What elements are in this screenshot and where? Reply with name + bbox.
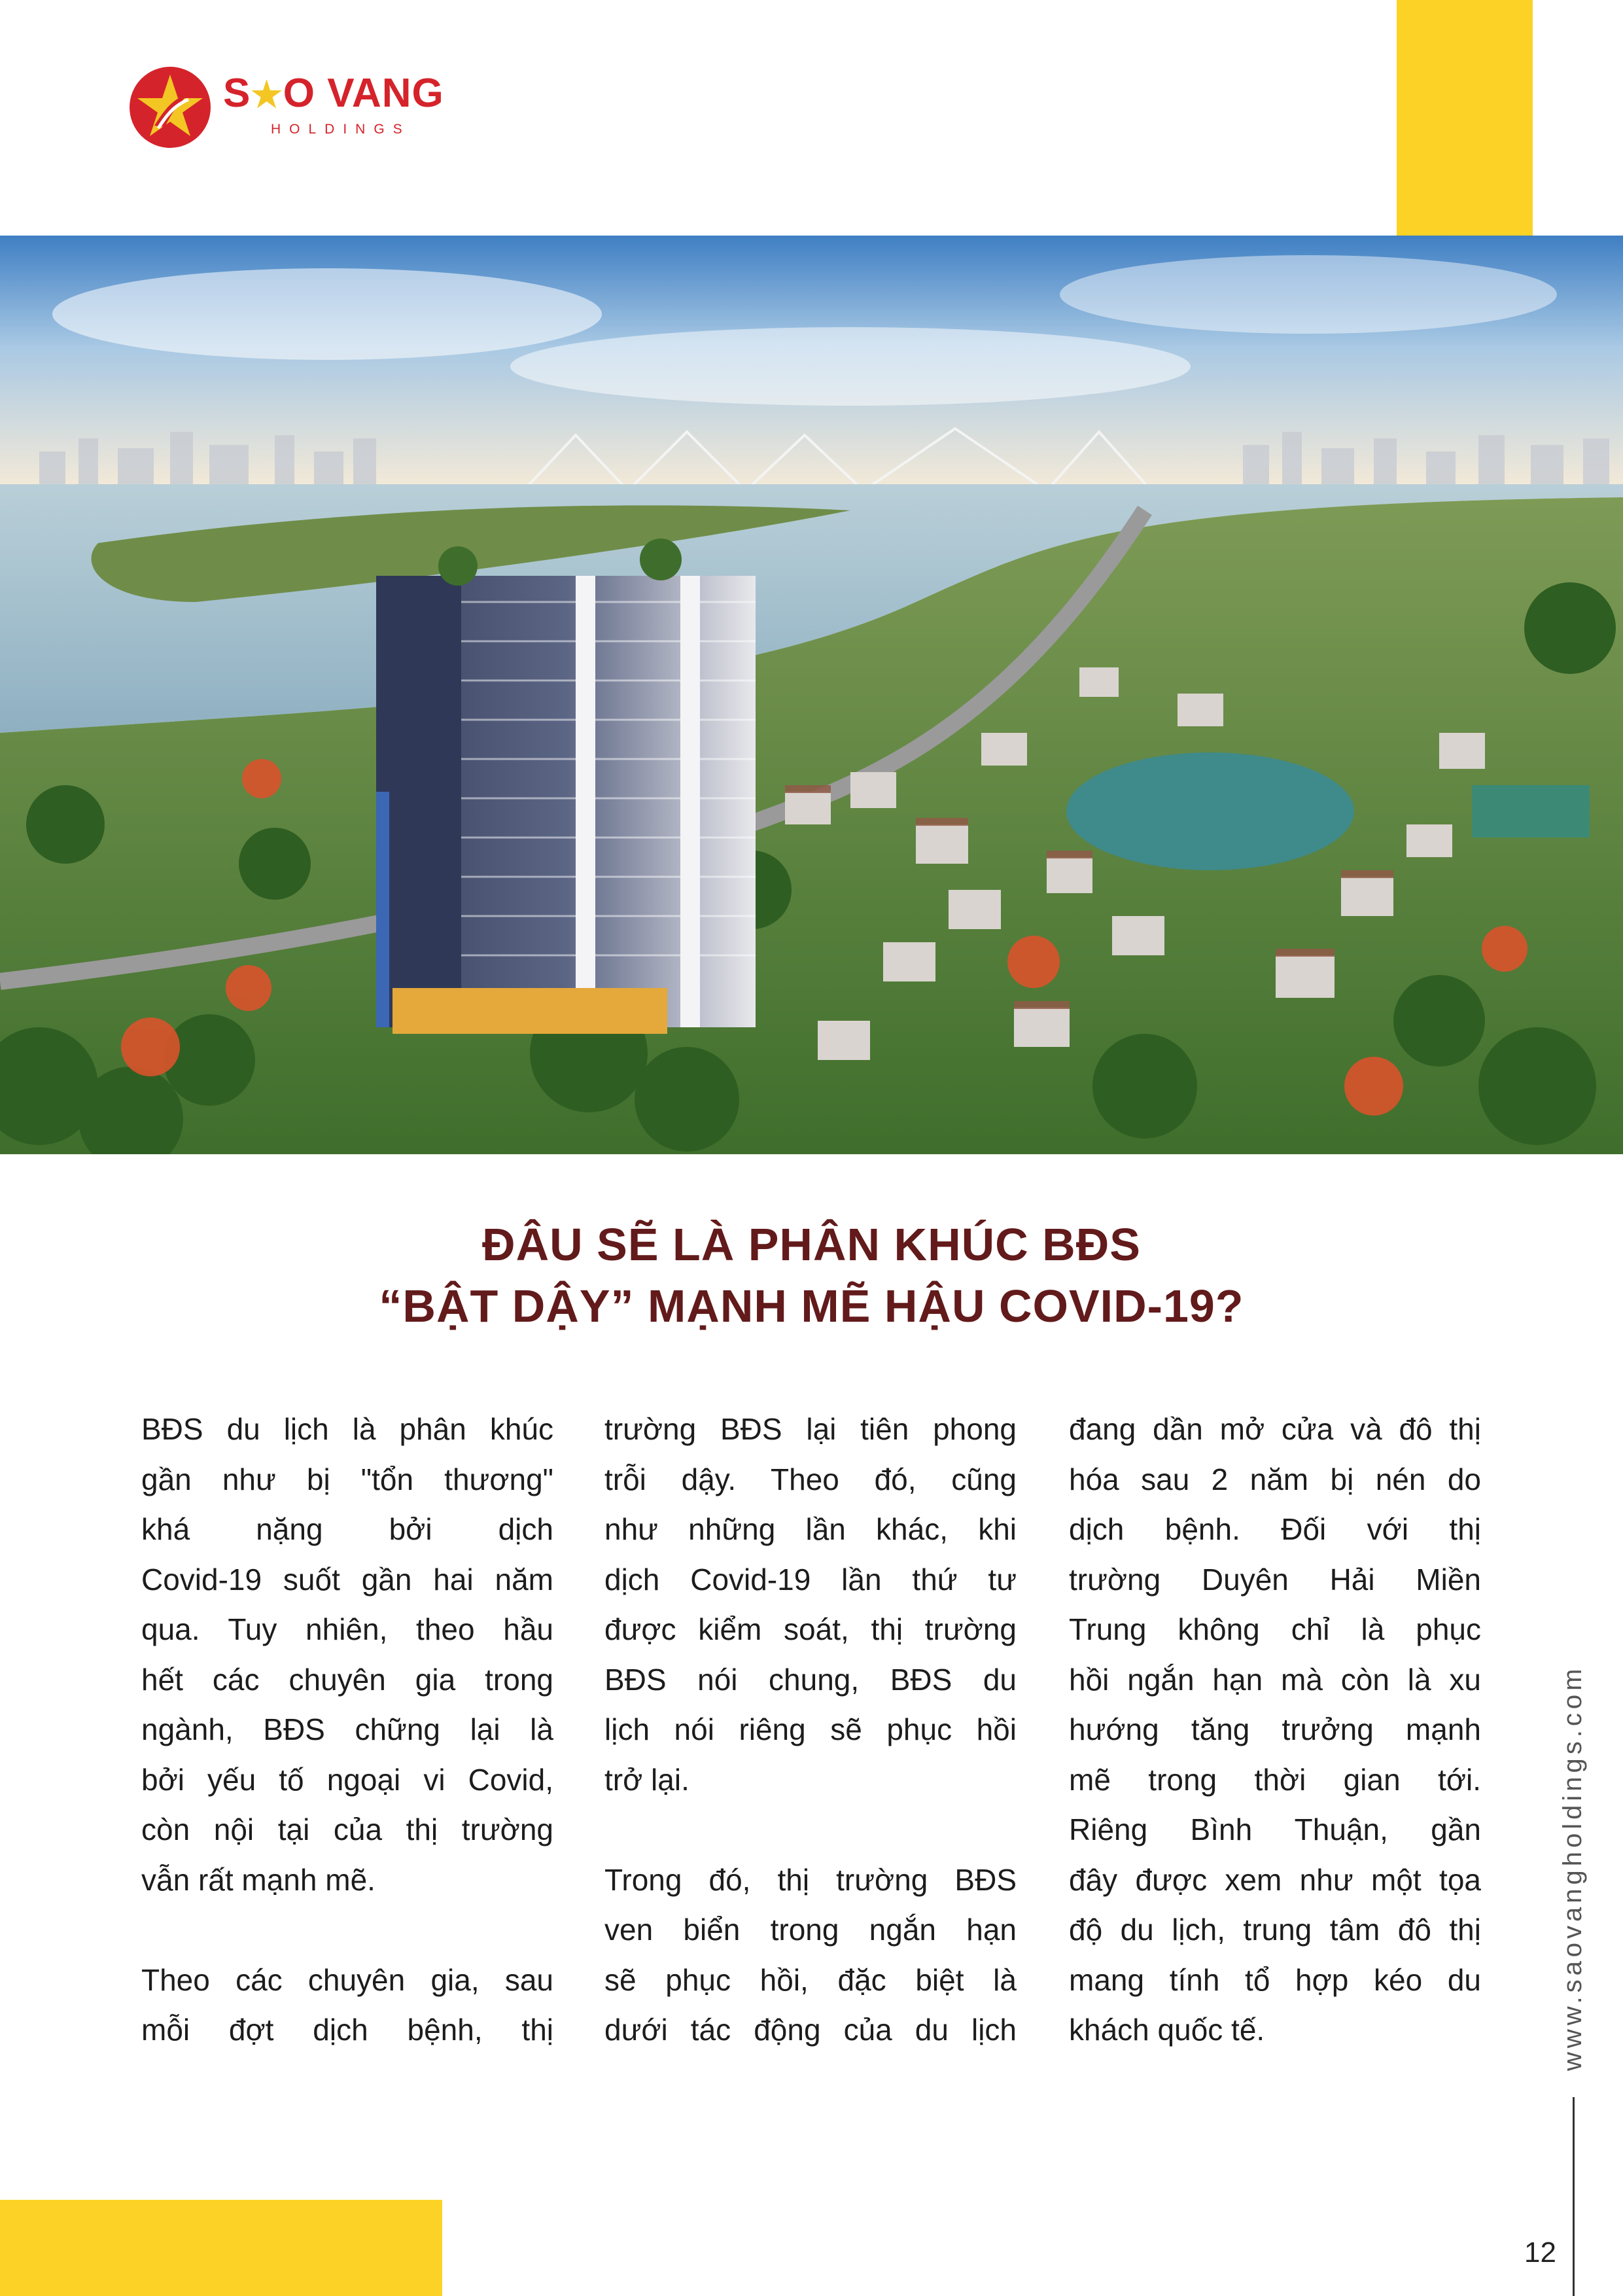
paragraph-gap	[604, 1805, 1017, 1855]
column-line: trở lại.	[604, 1762, 689, 1797]
column-line: sẽ phục hồi, đặc biệt là	[604, 1962, 1017, 1997]
column-line: hóa sau 2 năm bị nén do	[1069, 1462, 1481, 1496]
website-url[interactable]: www.saovangholdings.com	[1558, 1665, 1587, 2071]
column-line: mỗi đợt dịch bệnh, thị	[141, 2013, 553, 2047]
column-line: Trung không chỉ là phục	[1069, 1612, 1481, 1646]
brand-logo[interactable]	[128, 65, 468, 150]
column-line: hết các chuyên gia trong	[141, 1662, 553, 1697]
column-line: trỗi dậy. Theo đó, cũng	[604, 1462, 1017, 1496]
column-line: trường BĐS lại tiên phong	[604, 1412, 1017, 1446]
column-line: vẫn rất mạnh mẽ.	[141, 1862, 375, 1897]
column-line: Theo các chuyên gia, sau	[141, 1962, 553, 1997]
column-line: ngành, BĐS chững lại là	[141, 1712, 553, 1746]
column-line: đây được xem như một tọa	[1069, 1862, 1481, 1897]
column-line: hướng tăng trưởng mạnh	[1069, 1712, 1481, 1746]
paragraph-gap	[141, 1905, 553, 1955]
hero-image	[0, 236, 1623, 1154]
column-line: BĐS nói chung, BĐS du	[604, 1662, 1017, 1697]
column-line: hồi ngắn hạn mà còn là xu	[1069, 1662, 1481, 1697]
column-line: độ du lịch, trung tâm đô thị	[1069, 1913, 1481, 1947]
brand-subtitle: HOLDINGS	[271, 122, 411, 137]
column-line: mẽ trong thời gian tới.	[1069, 1762, 1481, 1797]
star-emblem-icon	[128, 65, 212, 149]
brand-letter: S	[223, 71, 251, 116]
aerial-city-riverside-illustration	[0, 236, 1623, 1154]
text-column-2	[604, 1404, 1017, 2055]
column-line: còn nội tại của thị trường	[141, 1812, 553, 1846]
brand-word: O VANG	[283, 71, 444, 116]
column-line: như những lần khác, khi	[604, 1512, 1017, 1546]
footer-divider	[1573, 2097, 1575, 2296]
column-line: Trong đó, thị trường BĐS	[604, 1862, 1017, 1897]
column-line: Riêng Bình Thuận, gần	[1069, 1812, 1481, 1846]
column-line: dịch bệnh. Đối với thị	[1069, 1512, 1481, 1546]
text-column-3	[1069, 1404, 1481, 2055]
column-line: được kiểm soát, thị trường	[604, 1612, 1017, 1646]
column-line: khách quốc tế.	[1069, 2013, 1265, 2047]
column-line: mang tính tổ hợp kéo du	[1069, 1962, 1481, 1997]
column-line: ven biển trong ngắn hạn	[604, 1913, 1017, 1947]
article-title	[0, 1214, 1623, 1337]
title-line-2: “BẬT DẬY” MẠNH MẼ HẬU COVID-19?	[379, 1280, 1244, 1332]
column-line: trường Duyên Hải Miền	[1069, 1562, 1481, 1597]
decor-yellow-bar-bottom	[0, 2200, 442, 2296]
page-number: 12	[1524, 2236, 1556, 2269]
text-column-1	[141, 1404, 553, 2055]
column-line: Covid-19 suốt gần hai năm	[141, 1562, 553, 1597]
column-line: BĐS du lịch là phân khúc	[141, 1412, 553, 1446]
column-line: lịch nói riêng sẽ phục hồi	[604, 1712, 1017, 1746]
column-line: dưới tác động của du lịch	[604, 2013, 1017, 2047]
title-line-1: ĐÂU SẼ LÀ PHÂN KHÚC BĐS	[482, 1219, 1141, 1270]
column-line: khá nặng bởi dịch	[141, 1512, 553, 1546]
brand-star: ★	[251, 75, 283, 115]
column-line: gần như bị "tổn thương"	[141, 1462, 553, 1496]
column-line: bởi yếu tố ngoại vi Covid,	[141, 1762, 553, 1797]
brand-wordmark	[223, 73, 444, 115]
column-line: đang dần mở cửa và đô thị	[1069, 1412, 1481, 1446]
column-line: qua. Tuy nhiên, theo hầu	[141, 1612, 553, 1646]
column-line: dịch Covid-19 lần thứ tư	[604, 1562, 1017, 1597]
